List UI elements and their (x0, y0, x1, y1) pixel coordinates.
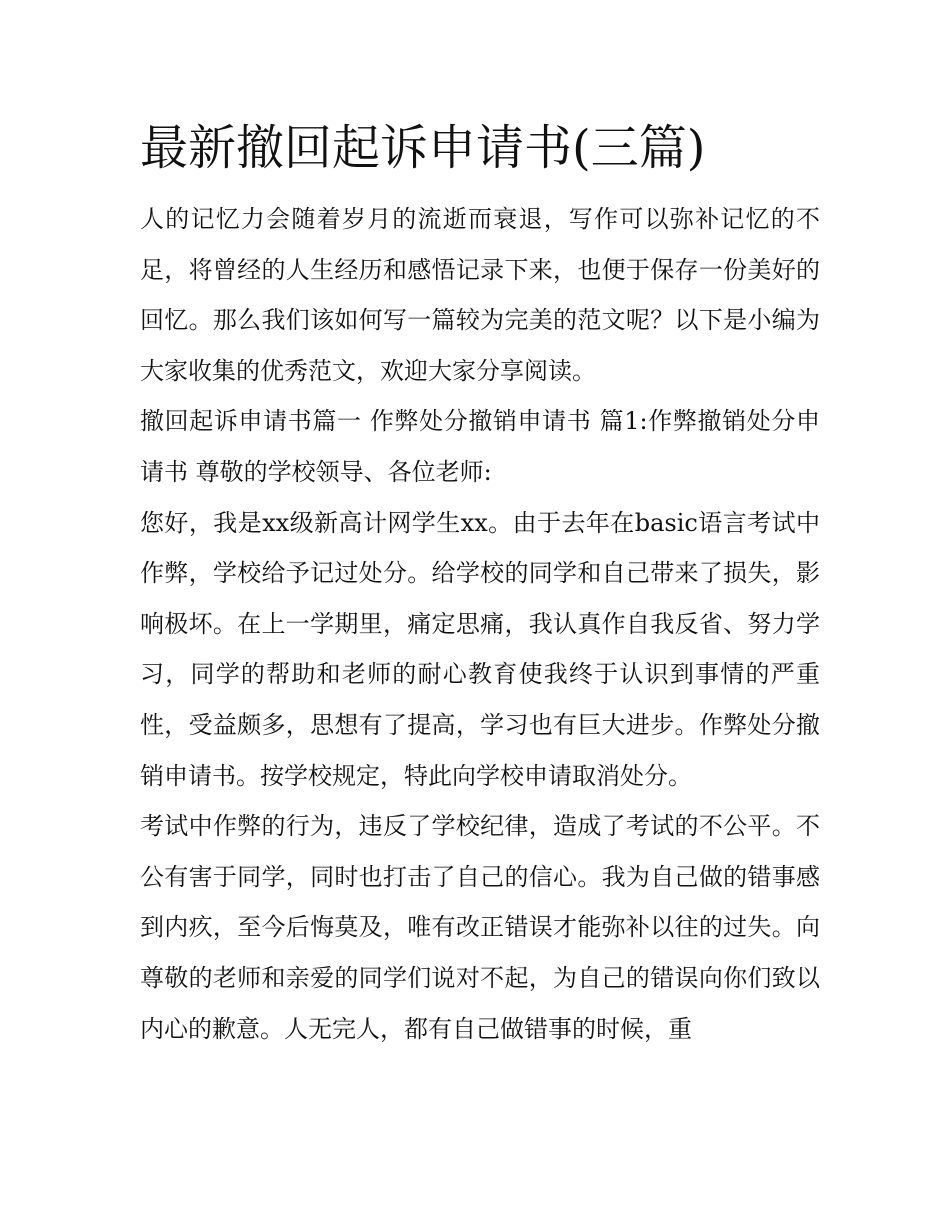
body-paragraph-greeting: 您好，我是xx级新高计网学生xx。由于去年在basic语言考试中作弊，学校给予记过处分。给学校的同学和自己带来了损失，影响极坏。在上一学期里，痛定思痛，我认真作自我反省、努力学习，同学的帮助和老师的耐心教育使我终于认识到事情的严重性，受益颇多，思想有了提高，学习也有巨大进步。作弊处分撤销申请书。按学校规定，特此向学校申请取消处分。 (140, 508, 820, 790)
body-paragraph-apology: 考试中作弊的行为，违反了学校纪律，造成了考试的不公平。不公有害于同学，同时也打击了自己的信心。我为自己做的错事感到内疚，至今后悔莫及，唯有改正错误才能弥补以往的过失。向尊敬的老师和亲爱的同学们说对不起，为自己的错误向你们致以内心的歉意。人无完人，都有自己做错事的时候，重 (140, 812, 820, 1043)
document-content (140, 112, 820, 1054)
document-title: 最新撤回起诉申请书(三篇) (140, 120, 706, 176)
intro-paragraph: 人的记忆力会随着岁月的流逝而衰退，写作可以弥补记忆的不足，将曾经的人生经历和感悟记录下来，也便于保存一份美好的回忆。那么我们该如何写一篇较为完美的范文呢？以下是小编为大家收集的优秀范文，欢迎大家分享阅读。 (140, 205, 820, 385)
section-heading-paragraph: 撤回起诉申请书篇一 作弊处分撤销申请书 篇1:作弊撤销处分申请书 尊敬的学校领导、各位老师: (140, 407, 820, 486)
